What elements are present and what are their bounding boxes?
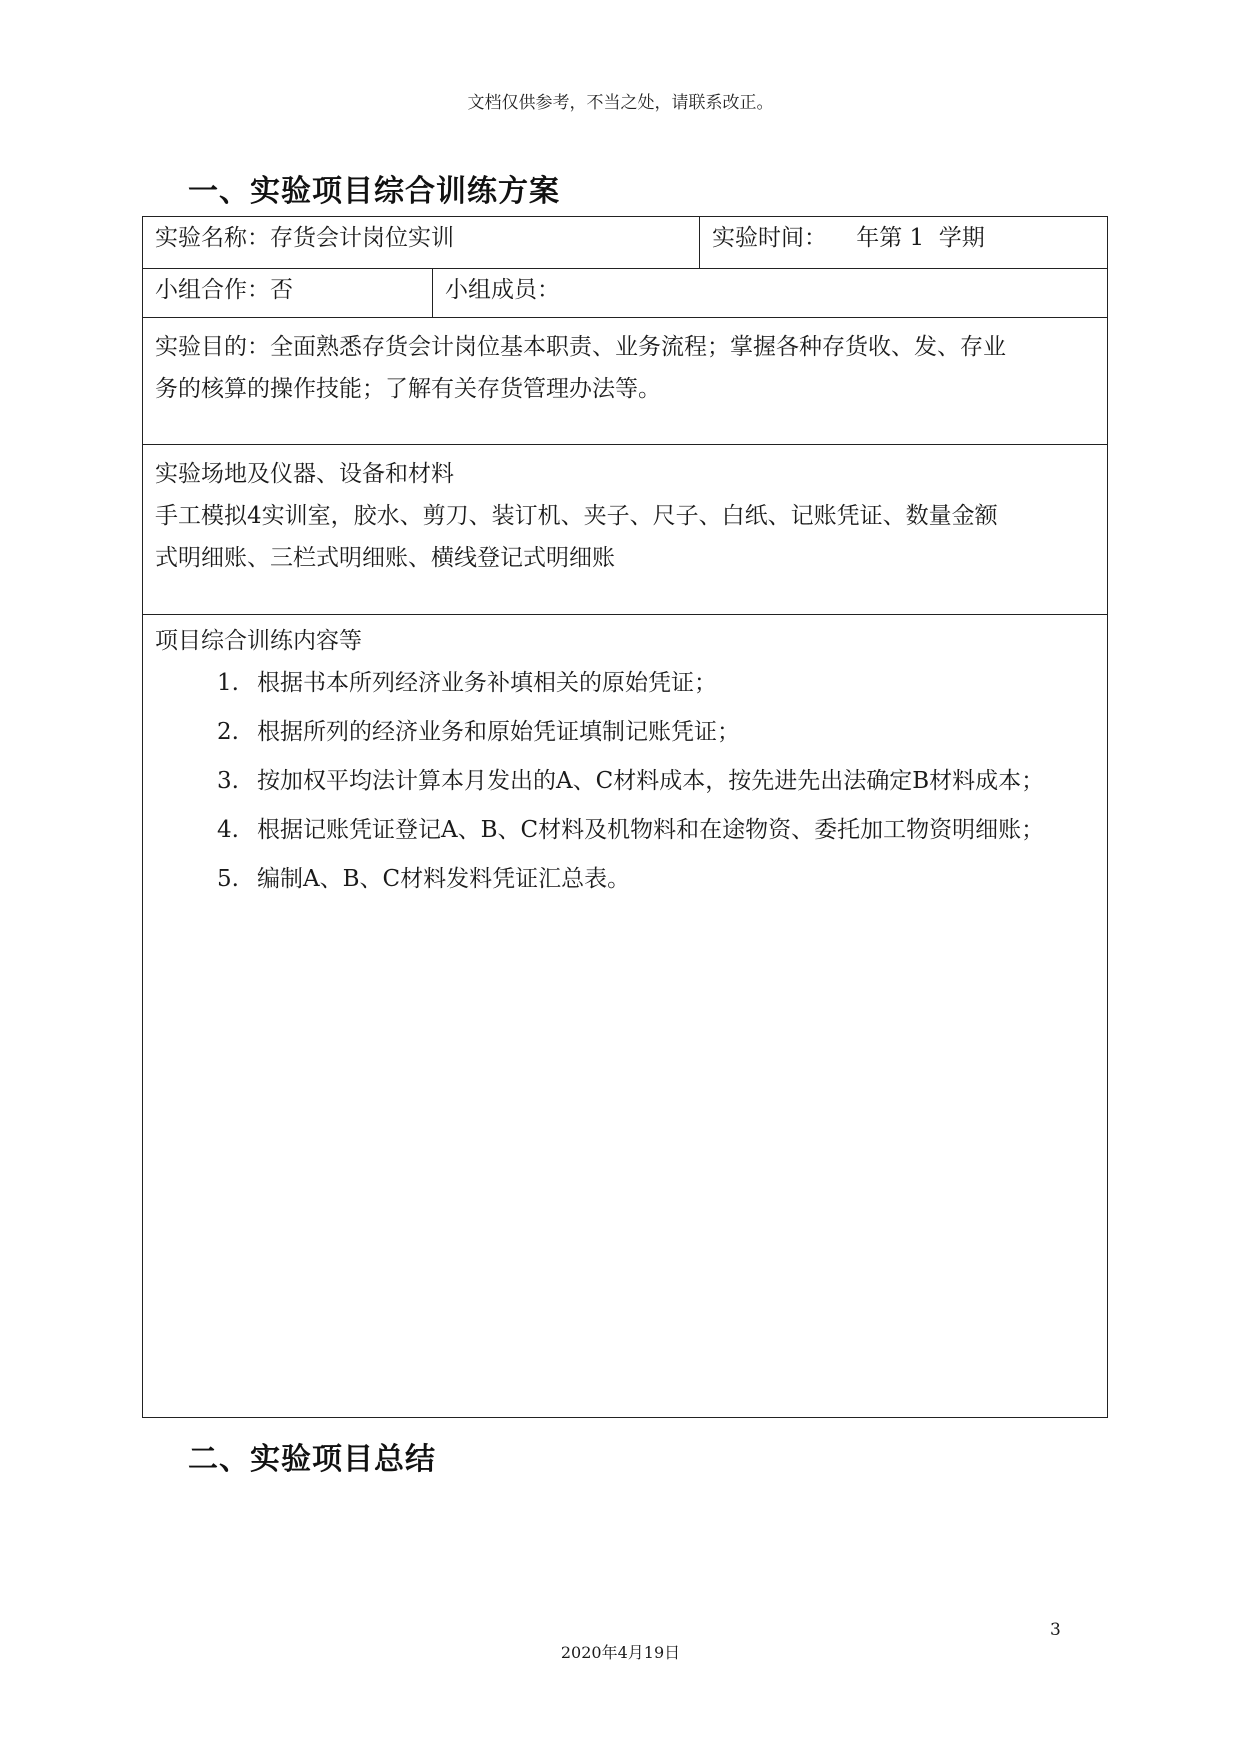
materials-cell [143, 445, 1107, 579]
list-item [217, 659, 1095, 708]
group-members-cell [433, 269, 1107, 317]
page-number: 3 [1050, 1620, 1061, 1640]
list-item-number: 3. [217, 768, 239, 794]
list-item [217, 855, 1095, 904]
group-cooperation-text: 小组合作：否 [155, 277, 293, 303]
content-list [155, 659, 1095, 904]
list-item-number: 1. [217, 670, 239, 696]
content-cell [143, 615, 1107, 904]
group-cooperation-cell [143, 269, 433, 317]
experiment-time-text: 实验时间： 年第 1 学期 [712, 225, 985, 251]
purpose-cell [143, 318, 1107, 410]
table-row-name-time [143, 217, 1107, 269]
group-members-text: 小组成员： [445, 277, 560, 303]
list-item-number: 2. [217, 719, 239, 745]
list-item-text: 根据所列的经济业务和原始凭证填制记账凭证； [257, 719, 740, 745]
materials-line: 手工模拟4实训室，胶水、剪刀、装订机、夹子、尺子、白纸、记账凭证、数量金额 [155, 503, 998, 529]
materials-heading: 实验场地及仪器、设备和材料 [155, 461, 454, 487]
training-plan-table [142, 216, 1108, 1418]
purpose-line: 务的核算的操作技能；了解有关存货管理办法等。 [155, 376, 661, 402]
list-item [217, 708, 1095, 757]
content-heading: 项目综合训练内容等 [155, 628, 362, 654]
list-item-text: 根据书本所列经济业务补填相关的原始凭证； [257, 670, 717, 696]
footer-date: 2020年4月19日 [560, 1643, 681, 1662]
experiment-name-text: 实验名称：存货会计岗位实训 [155, 225, 454, 251]
table-row-group [143, 269, 1107, 318]
section-title-plan: 一、实验项目综合训练方案 [188, 174, 560, 209]
materials-line: 式明细账、三栏式明细账、横线登记式明细账 [155, 545, 615, 571]
table-row-materials [143, 445, 1107, 615]
purpose-line: 实验目的：全面熟悉存货会计岗位基本职责、业务流程；掌握各种存货收、发、存业 [155, 334, 1006, 360]
table-row-content [143, 615, 1107, 1419]
list-item-number: 5. [217, 866, 239, 892]
header-note: 文档仅供参考，不当之处，请联系改正。 [467, 93, 774, 113]
list-item-text: 按加权平均法计算本月发出的A、C材料成本，按先进先出法确定B材料成本； [257, 768, 1045, 794]
experiment-name-cell [143, 217, 700, 268]
list-item-number: 4. [217, 817, 239, 843]
table-row-purpose [143, 318, 1107, 445]
section-title-summary: 二、实验项目总结 [188, 1442, 436, 1477]
list-item-text: 根据记账凭证登记A、B、C材料及机物料和在途物资、委托加工物资明细账； [257, 817, 1045, 843]
list-item-text: 编制A、B、C材料发料凭证汇总表。 [257, 866, 631, 892]
list-item [217, 757, 1095, 806]
list-item [217, 806, 1095, 855]
experiment-time-cell [700, 217, 1107, 268]
